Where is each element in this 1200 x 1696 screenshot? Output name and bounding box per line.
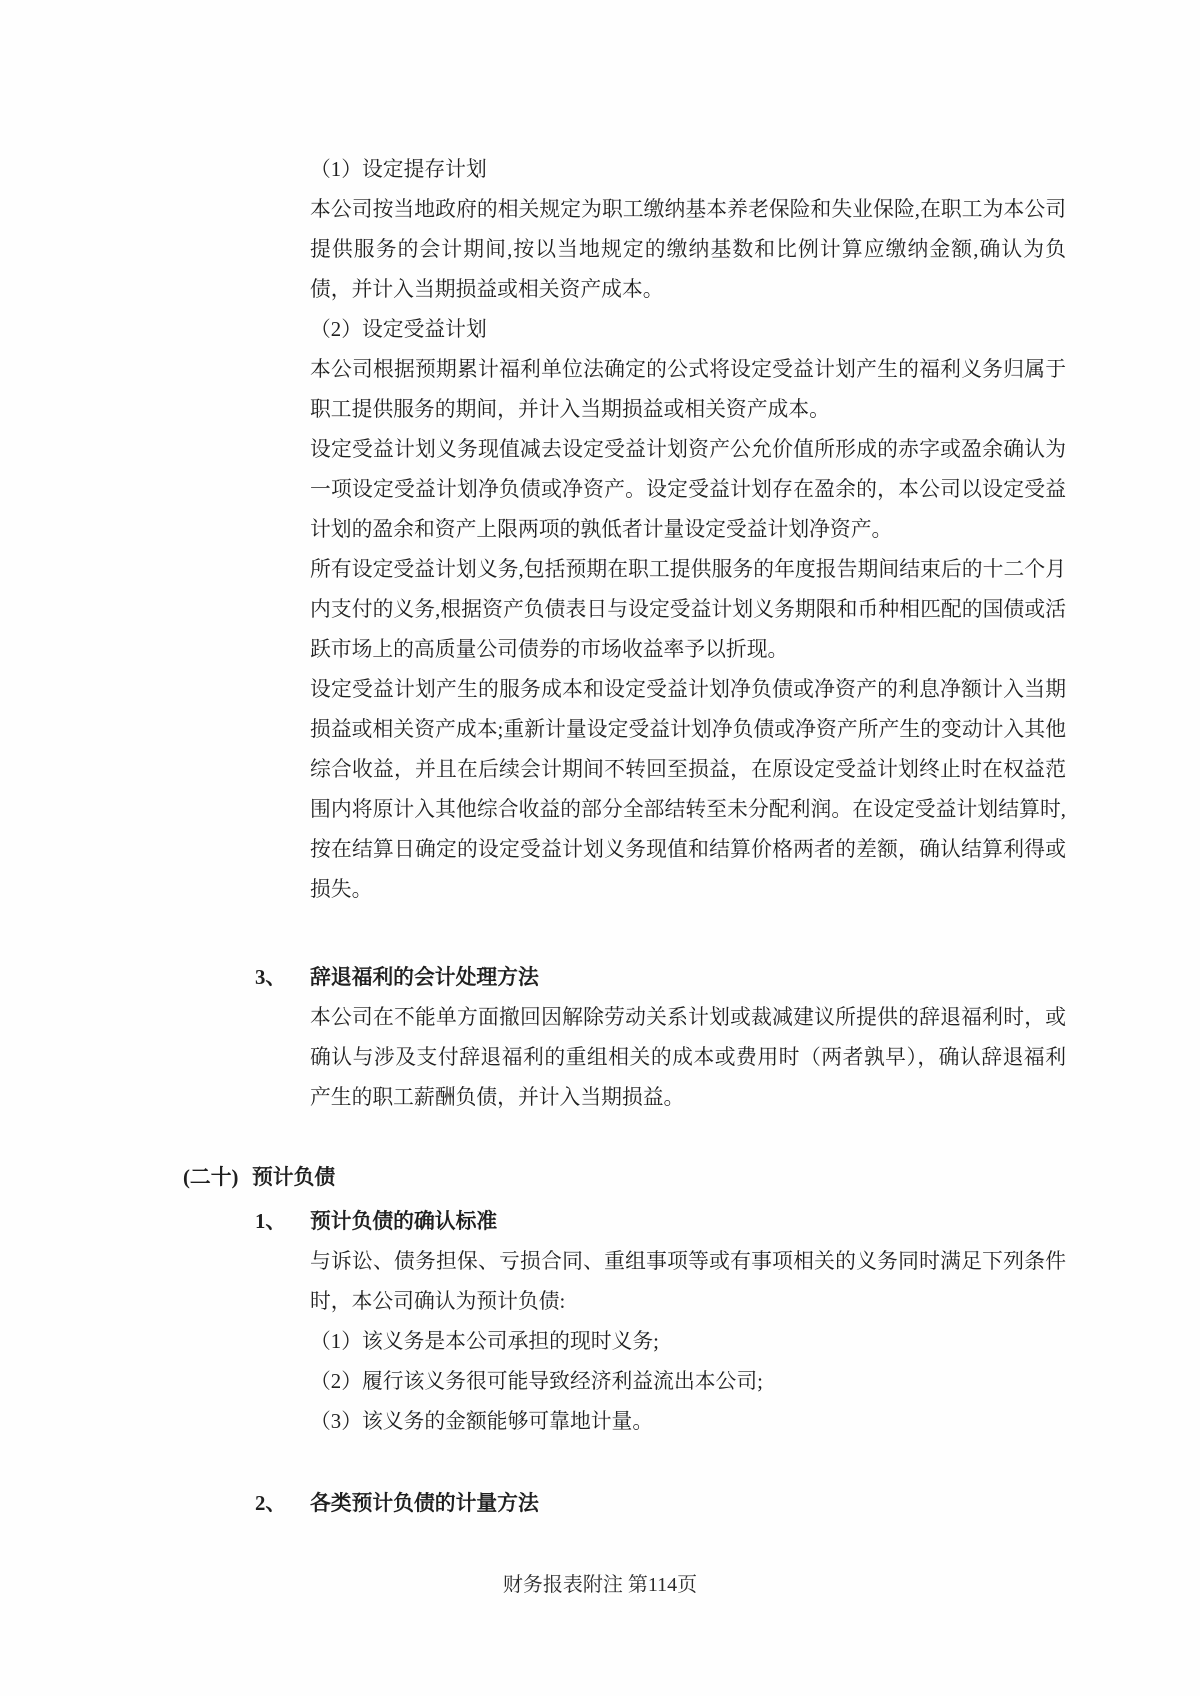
section20-sub1-item-2: （2）履行该义务很可能导致经济利益流出本公司; (310, 1370, 763, 1393)
section3-number: 3、 (255, 966, 287, 989)
section20-title: 预计负债 (252, 1166, 336, 1189)
section20-sub2-title: 各类预计负债的计量方法 (310, 1492, 539, 1515)
page-footer: 财务报表附注 第114页 (502, 1574, 698, 1596)
plan2-paragraph-2: 设定受益计划义务现值减去设定受益计划资产公允价值所形成的赤字或盈余确认为一项设定受益计划净负债或净资产。设定受益计划存在盈余的，本公司以设定受益计划的盈余和资产上限两项的孰低者计量设定受益计划净资产。 (310, 438, 1066, 541)
section20-sub2-heading (255, 1484, 1066, 1524)
section20-sub2-number: 2、 (255, 1492, 287, 1515)
plan2-paragraph-4: 设定受益计划产生的服务成本和设定受益计划净负债或净资产的利息净额计入当期损益或相关资产成本;重新计量设定受益计划净负债或净资产所产生的变动计入其他综合收益，并且在后续会计期间不转回至损益，在原设定受益计划终止时在权益范围内将原计入其他综合收益的部分全部结转至未分配利润。在设定受益计划结算时,按在结算日确定的设定受益计划义务现值和结算价格两者的差额，确认结算利得或损失。 (310, 678, 1066, 901)
section20-sub1-paragraph: 与诉讼、债务担保、亏损合同、重组事项等或有事项相关的义务同时满足下列条件时，本公司确认为预计负债: (310, 1250, 1066, 1313)
section20-sub1-item-1: （1）该义务是本公司承担的现时义务; (310, 1330, 659, 1353)
section20-sub1-number: 1、 (255, 1210, 287, 1233)
section20-number: (二十) (183, 1166, 239, 1189)
plan1-paragraph: 本公司按当地政府的相关规定为职工缴纳基本养老保险和失业保险,在职工为本公司提供服务的会计期间,按以当地规定的缴纳基数和比例计算应缴纳金额,确认为负债，并计入当期损益或相关资产成本。 (310, 198, 1066, 301)
section3-heading (255, 958, 1066, 998)
plan2-paragraph-3: 所有设定受益计划义务,包括预期在职工提供服务的年度报告期间结束后的十二个月内支付的义务,根据资产负债表日与设定受益计划义务期限和币种相匹配的国债或活跃市场上的高质量公司债券的市场收益率予以折现。 (310, 558, 1066, 661)
plan2-heading: （2）设定受益计划 (310, 318, 487, 341)
section20-sub1-heading (255, 1202, 1066, 1242)
section20-sub1-title: 预计负债的确认标准 (310, 1210, 498, 1233)
section20-heading (183, 1158, 1066, 1198)
body-column (183, 150, 1066, 1524)
plan2-paragraph-1: 本公司根据预期累计福利单位法确定的公式将设定受益计划产生的福利义务归属于职工提供服务的期间，并计入当期损益或相关资产成本。 (310, 358, 1066, 421)
section3-paragraph: 本公司在不能单方面撤回因解除劳动关系计划或裁减建议所提供的辞退福利时，或确认与涉及支付辞退福利的重组相关的成本或费用时（两者孰早），确认辞退福利产生的职工薪酬负债，并计入当期损益。 (310, 1006, 1066, 1109)
section20-sub1-item-3: （3）该义务的金额能够可靠地计量。 (310, 1410, 654, 1433)
section3-title: 辞退福利的会计处理方法 (310, 966, 539, 989)
plan1-heading: （1）设定提存计划 (310, 158, 487, 181)
